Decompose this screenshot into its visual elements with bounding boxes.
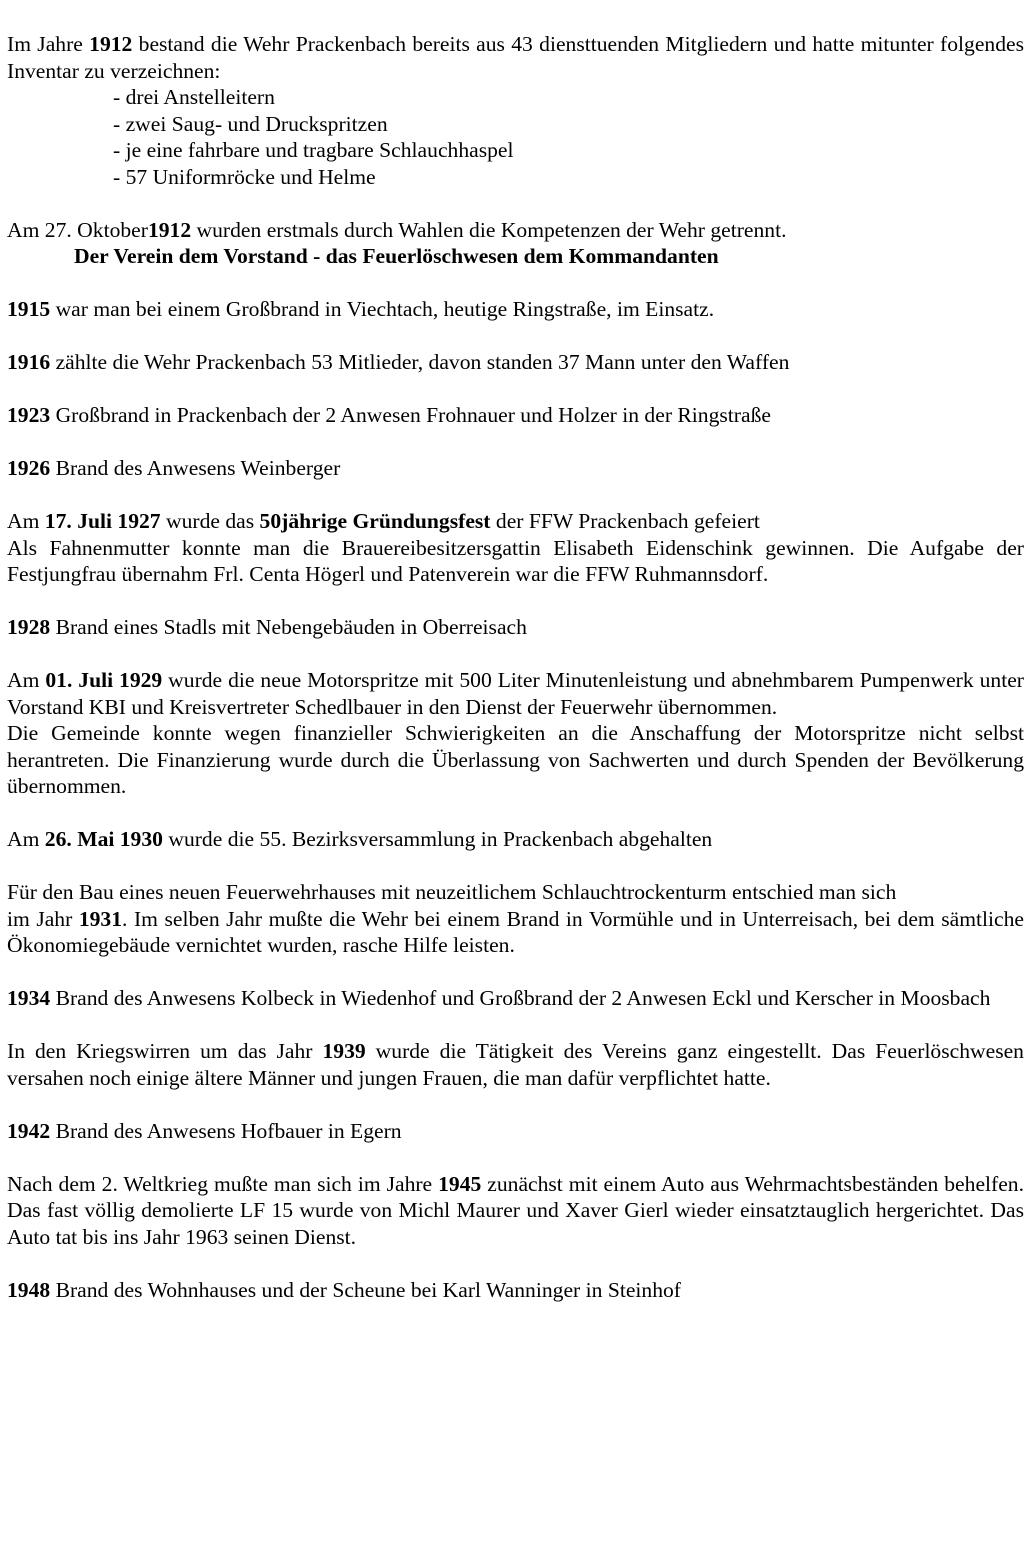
spacer [7, 853, 1024, 880]
paragraph-1934: 1934 Brand des Anwesens Kolbeck in Wiedenhof und Großbrand der 2 Anwesen Eckl und Kerscher in Moosbach [7, 986, 991, 1010]
paragraph-1931: im Jahr 1931. Im selben Jahr mußte die Wehr bei einem Brand in Vormühle und in Unterreisach, bei dem sämtliche Ökonomiegebäude vernichtet wurden, rasche Hilfe leisten. [7, 906, 1024, 957]
spacer [7, 641, 1024, 668]
spacer [7, 588, 1024, 615]
spacer [7, 1250, 1024, 1277]
paragraph-1942: 1942 Brand des Anwesens Hofbauer in Egern [7, 1118, 402, 1143]
paragraph-1915: 1915 war man bei einem Großbrand in Viechtach, heutige Ringstraße, im Einsatz. [7, 297, 715, 321]
paragraph-1945: Nach dem 2. Weltkrieg mußte man sich im Jahre 1945 zunächst mit einem Auto aus Wehrmachtsbeständen behelfen. Das fast völlig demolierte LF 15 wurde von Michl Maurer und Xaver Gierl wieder einsatztauglich hergerichtet. Das Auto tat bis ins Jahr 1963 seinen Dienst. [7, 1171, 1024, 1249]
spacer [7, 800, 1024, 827]
paragraph-1927: Am 17. Juli 1927 wurde das 50jährige Gründungsfest der FFW Prackenbach gefeiert [7, 509, 760, 533]
paragraph-1912-inventory: Im Jahre 1912 bestand die Wehr Prackenbach bereits aus 43 diensttuenden Mitgliedern und hatte mitunter folgendes Inventar zu verzeichnen: [7, 32, 1024, 83]
paragraph-1928: 1928 Brand eines Stadls mit Nebengebäuden in Oberreisach [7, 615, 527, 639]
paragraph-1939: In den Kriegswirren um das Jahr 1939 wurde die Tätigkeit des Vereins ganz eingestellt. Das Feuerlöschwesen versahen noch einige ältere Männer und jungen Frauen, die man dafür verpflichtet hatte. [7, 1039, 1024, 1090]
paragraph-1927-flag: Als Fahnenmutter konnte man die Brauereibesitzersgattin Elisabeth Eidenschink gewinnen. Die Aufgabe der Festjungfrau übernahm Frl. Centa Högerl und Patenverein war die FFW Ruhmannsdorf. [7, 535, 1024, 586]
spacer [7, 1144, 1024, 1171]
paragraph-1916: 1916 zählte die Wehr Prackenbach 53 Mitlieder, davon standen 37 Mann unter den Waffen [7, 350, 790, 374]
spacer [7, 429, 1024, 456]
spacer [7, 482, 1024, 509]
paragraph-1930: Am 26. Mai 1930 wurde die 55. Bezirksversammlung in Prackenbach abgehalten [7, 827, 713, 851]
spacer [7, 270, 1024, 297]
paragraph-1912-election: Am 27. Oktober1912 wurden erstmals durch Wahlen die Kompetenzen der Wehr getrennt. [7, 217, 787, 242]
paragraph-1929-financing: Die Gemeinde konnte wegen finanzieller Schwierigkeiten an die Anschaffung der Motorspritze nicht selbst herantreten. Die Finanzierung wurde durch die Überlassung von Sachwerten und durch Spenden der Bevölkerung übernommen. [7, 721, 1024, 798]
spacer [7, 1012, 1024, 1039]
paragraph-1926: 1926 Brand des Anwesens Weinberger [7, 456, 341, 480]
paragraph-1948: 1948 Brand des Wohnhauses und der Scheune bei Karl Wanninger in Steinhof [7, 1277, 681, 1302]
spacer [7, 1091, 1024, 1118]
paragraph-1929: Am 01. Juli 1929 wurde die neue Motorspritze mit 500 Liter Minutenleistung und abnehmbarem Pumpenwerk unter Vorstand KBI und Kreisvertreter Schedlbauer in den Dienst der Feuerwehr übernommen. [7, 668, 1024, 719]
paragraph-1931-intro: Für den Bau eines neuen Feuerwehrhauses mit neuzeitlichem Schlauchtrockenturm entschied man sich [7, 880, 897, 904]
list-item: - zwei Saug- und Druckspritzen [113, 111, 388, 136]
list-item: - drei Anstelleitern [113, 85, 275, 109]
list-item: - je eine fahrbare und tragbare Schlauchhaspel [113, 138, 514, 162]
paragraph-1923: 1923 Großbrand in Prackenbach der 2 Anwesen Frohnauer und Holzer in der Ringstraße [7, 403, 771, 427]
document-page [7, 31, 1024, 1303]
spacer [7, 190, 1024, 217]
spacer [7, 323, 1024, 350]
separation-heading: Der Verein dem Vorstand - das Feuerlöschwesen dem Kommandanten [74, 244, 719, 268]
spacer [7, 959, 1024, 986]
spacer [7, 376, 1024, 403]
list-item: - 57 Uniformröcke und Helme [113, 164, 376, 189]
